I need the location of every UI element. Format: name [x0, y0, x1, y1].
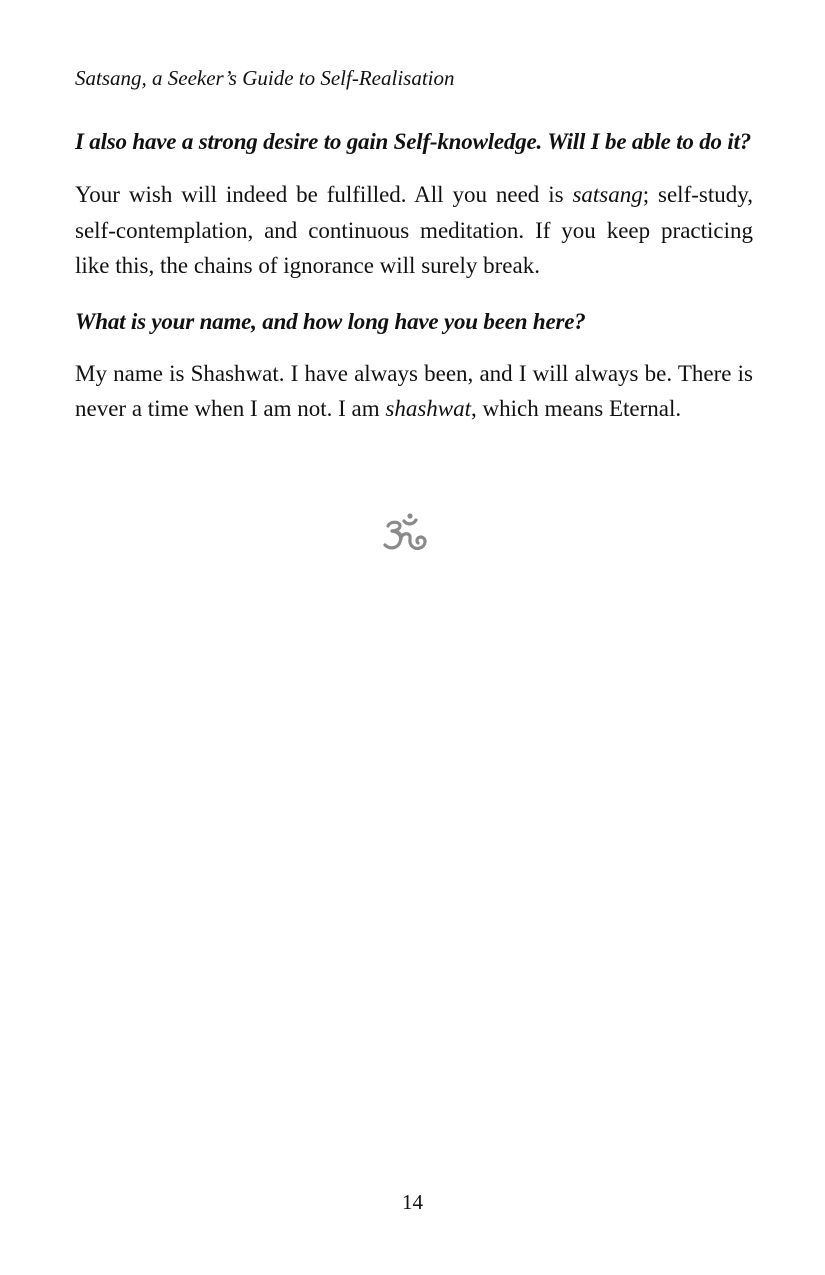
- page-body: [75, 124, 753, 427]
- answer-1: [75, 177, 753, 284]
- running-header: Satsang, a Seeker’s Guide to Self-Realisation: [75, 66, 455, 90]
- answer-2-emphasis: shashwat: [385, 396, 472, 421]
- question-1: I also have a strong desire to gain Self-knowledge. Will I be able to do it?: [75, 129, 752, 154]
- answer-1-emphasis: satsang: [572, 182, 643, 207]
- answer-2-text-end: , which means Eternal.: [471, 396, 682, 421]
- answer-2: [75, 356, 753, 427]
- page-number: 14: [402, 1190, 423, 1214]
- answer-2-text-start: My name is Shashwat. I have always been, and I will always be. There is never a time when I am not. I am: [75, 360, 753, 421]
- answer-1-text-start: Your wish will indeed be fulfilled. All you need is: [75, 182, 573, 207]
- answer-1-text-end: ; self-study, self-contemplation, and continuous meditation. If you keep practicing like this, the chains of ignorance will surely break.: [75, 182, 753, 278]
- question-2: What is your name, and how long have you been here?: [75, 308, 586, 334]
- om-symbol-icon: [380, 512, 432, 558]
